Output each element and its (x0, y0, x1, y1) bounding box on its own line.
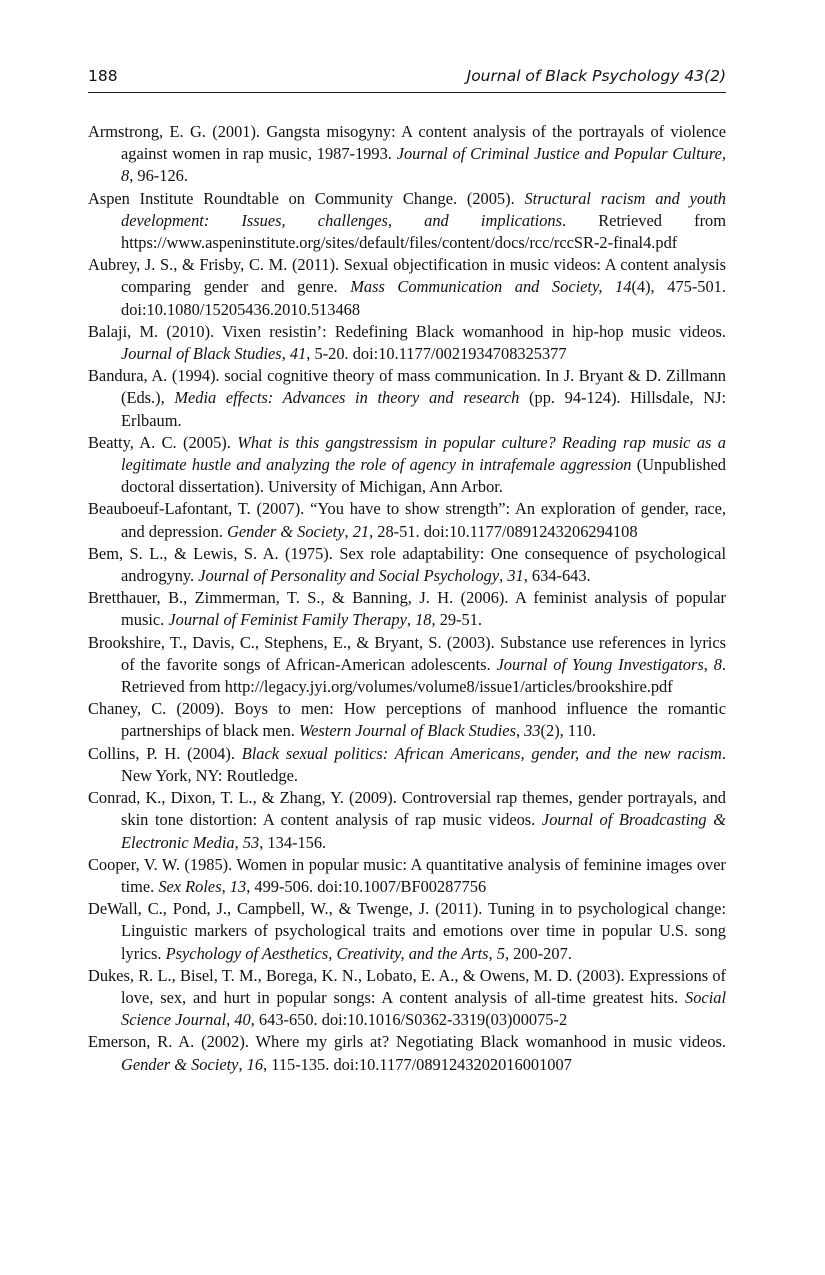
reference-italic: Journal of Personality and Social Psychology (198, 566, 500, 586)
reference-text: Cooper, V. W. (1985). Women in popular music: A quantitative analysis of feminine images over time. (88, 854, 726, 896)
reference-italic: Social Science Journal (121, 987, 726, 1030)
reference-text: , (221, 876, 230, 896)
reference-italic: Journal of Young Investigators (496, 654, 704, 674)
reference-italic: Black sexual politics: African Americans, gender, and the new racism (241, 743, 722, 763)
reference-entry (88, 188, 726, 255)
reference-text: Dukes, R. L., Bisel, T. M., Borega, K. N., Lobato, E. A., & Owens, M. D. (2003). Expressions of love, sex, and hurt in popular songs: A content analysis of all-time greatest hits. (88, 965, 726, 1007)
reference-entry (88, 698, 726, 742)
reference-text: Armstrong, E. G. (2001). Gangsta misogyny: A content analysis of the portrayals of violence against women in rap music, 1987-1993. (88, 122, 726, 164)
reference-italic: Sex Roles (158, 876, 222, 896)
reference-text: Conrad, K., Dixon, T. L., & Zhang, Y. (2009). Controversial rap themes, gender portrayals, and skin tone distortion: A content analysis of rap music videos. (88, 788, 726, 830)
reference-italic: Journal of Feminist Family Therapy (168, 610, 407, 630)
reference-text: (2), 110. (540, 721, 596, 741)
reference-italic: 8 (713, 654, 722, 674)
reference-text: , (703, 654, 714, 674)
reference-italic: Western Journal of Black Studies, 33 (298, 721, 541, 741)
reference-italic: 21 (352, 521, 370, 541)
reference-entry (88, 121, 726, 188)
reference-entry (88, 254, 726, 321)
reference-italic: Psychology of Aesthetics, Creativity, and the Arts (165, 943, 489, 963)
reference-entry (88, 432, 726, 499)
reference-text: , 5-20. doi:10.1177/0021934708325377 (306, 344, 567, 364)
reference-text: Bretthauer, B., Zimmerman, T. S., & Banning, J. H. (2006). A feminist analysis of popular music. (88, 588, 726, 630)
reference-entry (88, 965, 726, 1032)
reference-text: Beauboeuf-Lafontant, T. (2007). “You have to show strength”: An exploration of gender, race, and depression. (88, 499, 726, 541)
reference-entry (88, 365, 726, 432)
reference-text: . Retrieved from http://legacy.jyi.org/volumes/volume8/issue1/articles/brookshire.pdf (121, 654, 726, 697)
reference-entry (88, 898, 726, 965)
reference-italic: What is this gangstressism in popular culture? Reading rap music as a legitimate hustle and analyzing the role of agency in intrafemale aggression (121, 432, 726, 475)
reference-italic: Journal of Criminal Justice and Popular Culture, 8 (121, 144, 727, 186)
reference-text: Balaji, M. (2010). Vixen resistin’: Redefining Black womanhood in hip-hop music videos. (88, 321, 726, 341)
reference-text: . New York, NY: Routledge. (121, 743, 726, 785)
reference-italic: Journal of Broadcasting & Electronic Media (121, 810, 727, 852)
reference-text: , (281, 344, 290, 364)
reference-text: Collins, P. H. (2004). (88, 743, 242, 763)
reference-text: . Retrieved from https://www.aspeninstitute.org/sites/default/files/content/docs/rcc/rccSR-2-final4.pdf (121, 210, 726, 253)
reference-text: , 200-207. (504, 943, 572, 963)
reference-italic: 41 (289, 344, 307, 364)
reference-entry (88, 743, 726, 787)
reference-text: (Unpublished doctoral dissertation). University of Michigan, Ann Arbor. (121, 455, 726, 497)
reference-list (88, 121, 726, 1076)
reference-entry (88, 587, 726, 631)
reference-italic: 53 (242, 832, 260, 852)
reference-text: DeWall, C., Pond, J., Campbell, W., & Twenge, J. (2011). Tuning in to psychological change: Linguistic markers of psychological traits and emotions over time in popular U.S. song lyrics. (88, 899, 726, 963)
reference-text: , (344, 521, 353, 541)
reference-italic: 18 (415, 610, 432, 630)
running-header (88, 64, 726, 93)
reference-entry (88, 321, 726, 365)
reference-entry (88, 543, 726, 587)
reference-text: , 29-51. (431, 610, 483, 630)
journal-title: Journal of Black Psychology 43(2) (466, 67, 726, 85)
reference-text: Aspen Institute Roundtable on Community Change. (2005). (88, 188, 525, 208)
reference-italic: 13 (229, 876, 247, 896)
reference-italic: Mass Communication and Society, 14 (350, 277, 632, 297)
reference-italic: Media effects: Advances in theory and research (174, 388, 520, 408)
reference-text: Aubrey, J. S., & Frisby, C. M. (2011). Sexual objectification in music videos: A content analysis comparing gender and genre. (88, 255, 726, 297)
reference-text: Chaney, C. (2009). Boys to men: How perceptions of manhood influence the romantic partnerships of black men. (88, 699, 726, 741)
reference-text: , (499, 566, 508, 586)
reference-text: Bem, S. L., & Lewis, S. A. (1975). Sex role adaptability: One consequence of psychological androgyny. (88, 543, 726, 586)
reference-entry (88, 1031, 726, 1075)
reference-text: , (488, 943, 497, 963)
reference-text: , 115-135. doi:10.1177/0891243202016001007 (263, 1054, 572, 1074)
reference-entry (88, 854, 726, 898)
reference-italic: Gender & Society (227, 521, 345, 541)
reference-text: Bandura, A. (1994). social cognitive theory of mass communication. In J. Bryant & D. Zillmann (Eds.), (88, 366, 726, 408)
reference-text: Beatty, A. C. (2005). (88, 432, 238, 452)
reference-text: , 96-126. (129, 166, 188, 186)
reference-text: , (238, 1054, 247, 1074)
reference-text: Emerson, R. A. (2002). Where my girls at? Negotiating Black womanhood in music videos. (88, 1032, 726, 1052)
reference-text: , 499-506. doi:10.1007/BF00287756 (246, 876, 487, 896)
reference-italic: 40 (234, 1010, 251, 1030)
reference-italic: Structural racism and youth development: Issues, challenges, and implications (121, 188, 726, 230)
reference-text: Brookshire, T., Davis, C., Stephens, E., & Bryant, S. (2003). Substance use references in lyrics of the favorite songs of African-American adolescents. (88, 632, 726, 674)
reference-entry (88, 632, 726, 699)
reference-text: , 134-156. (259, 832, 327, 852)
reference-text: , 634-643. (523, 566, 591, 586)
reference-entry (88, 787, 726, 854)
reference-italic: Journal of Black Studies (121, 344, 282, 364)
reference-italic: 31 (507, 566, 524, 586)
reference-text: (4), 475-501. doi:10.1080/15205436.2010.513468 (121, 277, 726, 319)
reference-italic: 16 (246, 1054, 264, 1074)
reference-text: , (406, 610, 416, 630)
reference-text: , 28-51. doi:10.1177/0891243206294108 (369, 521, 638, 541)
reference-italic: Gender & Society (121, 1054, 239, 1074)
reference-entry (88, 498, 726, 542)
reference-text: , 643-650. doi:10.1016/S0362-3319(03)00075-2 (250, 1010, 568, 1030)
reference-text: , (234, 832, 243, 852)
page-number: 188 (88, 67, 118, 85)
reference-italic: 5 (496, 943, 505, 963)
reference-text: (pp. 94-124). Hillsdale, NJ: Erlbaum. (121, 388, 726, 430)
reference-text: , (226, 1010, 235, 1030)
